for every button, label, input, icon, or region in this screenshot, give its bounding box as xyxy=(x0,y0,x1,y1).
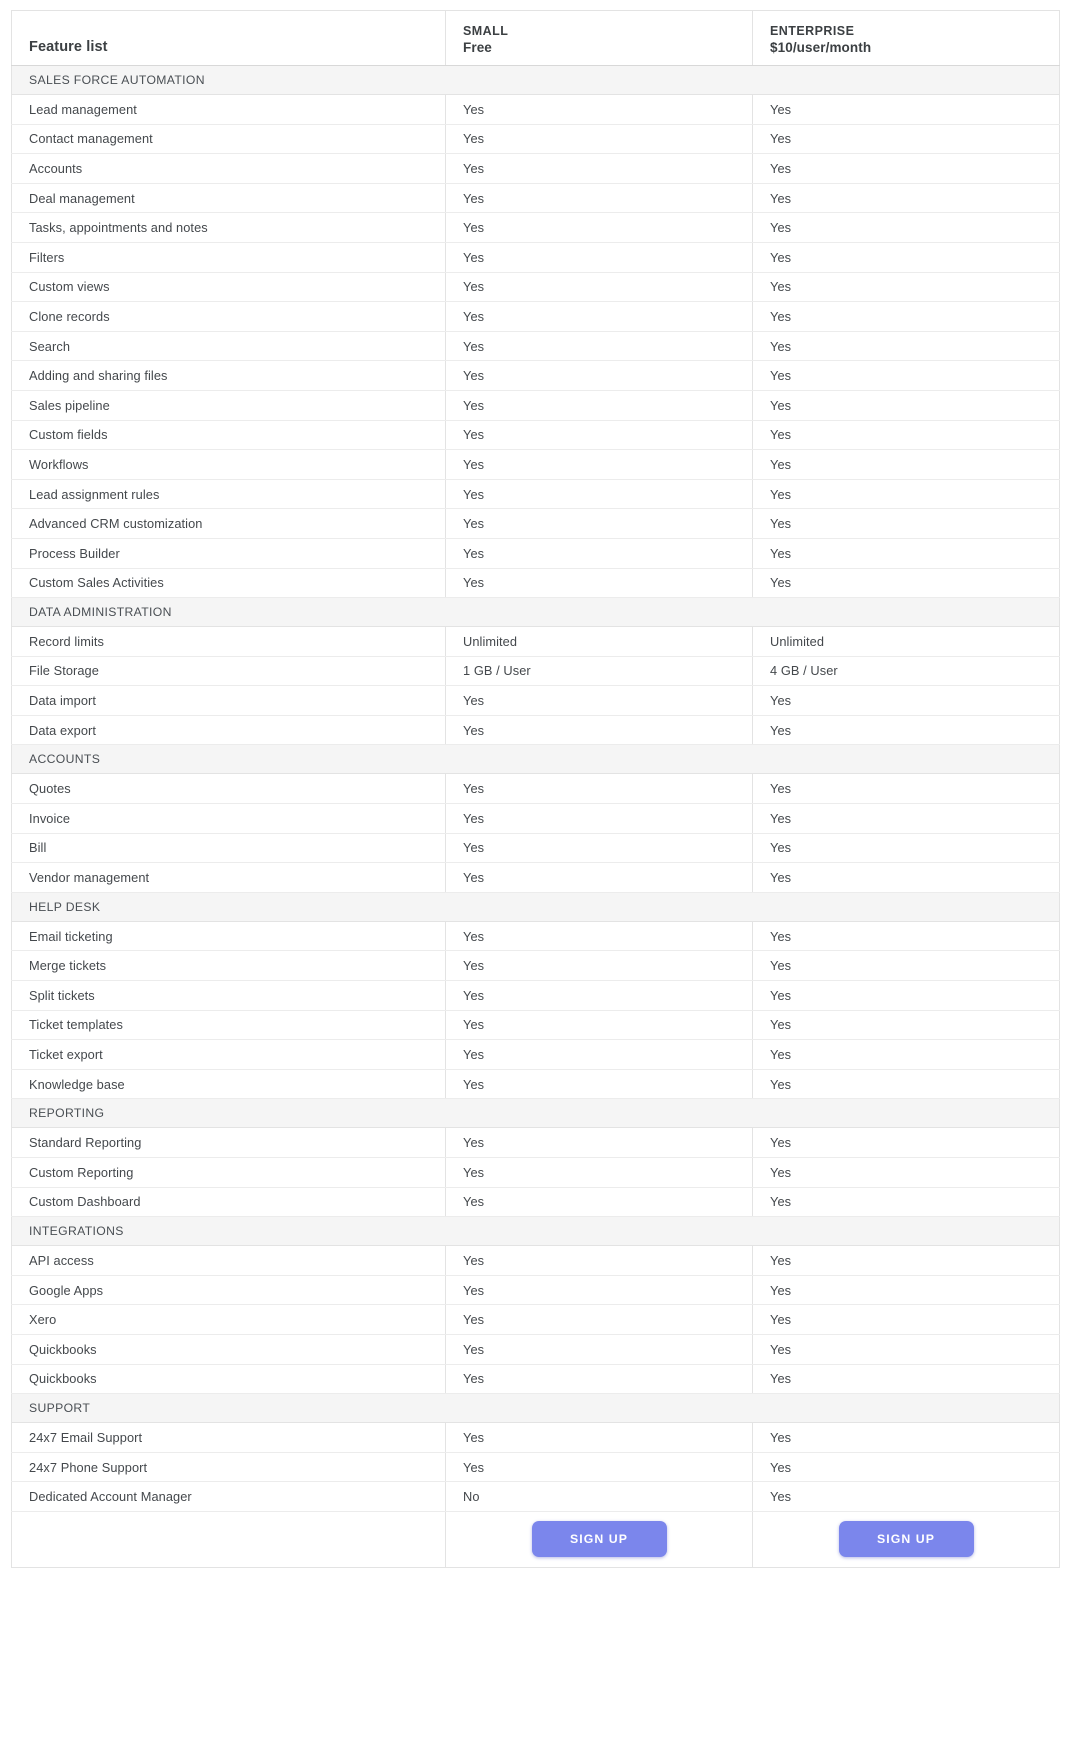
feature-name-cell: Dedicated Account Manager xyxy=(12,1482,446,1512)
feature-name-cell: Standard Reporting xyxy=(12,1128,446,1158)
table-row xyxy=(12,331,1060,361)
enterprise-plan-value-cell: Yes xyxy=(753,1482,1060,1512)
column-header-feature-list xyxy=(12,11,446,66)
table-row xyxy=(12,1452,1060,1482)
enterprise-plan-value-cell: Unlimited xyxy=(753,627,1060,657)
small-plan-value-cell: Yes xyxy=(446,921,753,951)
enterprise-plan-value-cell: Yes xyxy=(753,509,1060,539)
enterprise-plan-value-cell: Yes xyxy=(753,1069,1060,1099)
enterprise-plan-value-cell: Yes xyxy=(753,272,1060,302)
feature-list-label: Feature list xyxy=(29,39,108,55)
enterprise-plan-name: ENTERPRISE xyxy=(770,24,855,38)
column-header-enterprise-plan xyxy=(753,11,1060,66)
feature-name-cell: 24x7 Phone Support xyxy=(12,1452,446,1482)
feature-name-cell: Adding and sharing files xyxy=(12,361,446,391)
signup-cell-enterprise xyxy=(753,1511,1060,1567)
small-plan-value-cell: Yes xyxy=(446,538,753,568)
table-row xyxy=(12,1010,1060,1040)
enterprise-plan-value-cell: Yes xyxy=(753,1158,1060,1188)
enterprise-plan-value-cell: Yes xyxy=(753,420,1060,450)
feature-name-cell: Record limits xyxy=(12,627,446,657)
feature-name-cell: Workflows xyxy=(12,450,446,480)
enterprise-plan-value-cell: Yes xyxy=(753,981,1060,1011)
enterprise-plan-value-cell: Yes xyxy=(753,390,1060,420)
small-plan-value-cell: Yes xyxy=(446,686,753,716)
table-row xyxy=(12,804,1060,834)
table-row xyxy=(12,921,1060,951)
feature-name-cell: Advanced CRM customization xyxy=(12,509,446,539)
signup-button-enterprise[interactable]: SIGN UP xyxy=(839,1521,974,1557)
small-plan-value-cell: No xyxy=(446,1482,753,1512)
table-row xyxy=(12,361,1060,391)
enterprise-plan-value-cell: Yes xyxy=(753,1010,1060,1040)
feature-name-cell: Invoice xyxy=(12,804,446,834)
enterprise-plan-value-cell: Yes xyxy=(753,183,1060,213)
feature-name-cell: Contact management xyxy=(12,124,446,154)
feature-name-cell: Xero xyxy=(12,1305,446,1335)
feature-name-cell: Merge tickets xyxy=(12,951,446,981)
small-plan-value-cell: Yes xyxy=(446,331,753,361)
small-plan-value-cell: Yes xyxy=(446,390,753,420)
enterprise-plan-value-cell: 4 GB / User xyxy=(753,656,1060,686)
small-plan-value-cell: Yes xyxy=(446,272,753,302)
feature-name-cell: Deal management xyxy=(12,183,446,213)
small-plan-value-cell: Yes xyxy=(446,715,753,745)
table-row xyxy=(12,538,1060,568)
table-row xyxy=(12,1275,1060,1305)
column-header-small-plan xyxy=(446,11,753,66)
signup-cell-small xyxy=(446,1511,753,1567)
section-header-row xyxy=(12,745,1060,774)
table-row xyxy=(12,450,1060,480)
small-plan-value-cell: Yes xyxy=(446,242,753,272)
table-row xyxy=(12,1423,1060,1453)
table-row xyxy=(12,1040,1060,1070)
enterprise-plan-value-cell: Yes xyxy=(753,1040,1060,1070)
small-plan-value-cell: Yes xyxy=(446,863,753,893)
feature-name-cell: Custom views xyxy=(12,272,446,302)
small-plan-value-cell: Yes xyxy=(446,1246,753,1276)
small-plan-value-cell: Yes xyxy=(446,95,753,125)
table-row xyxy=(12,302,1060,332)
header-row xyxy=(12,11,1060,66)
enterprise-plan-value-cell: Yes xyxy=(753,1246,1060,1276)
table-row xyxy=(12,656,1060,686)
table-body xyxy=(12,66,1060,1512)
enterprise-plan-value-cell: Yes xyxy=(753,863,1060,893)
feature-name-cell: Custom fields xyxy=(12,420,446,450)
small-plan-value-cell: Yes xyxy=(446,1305,753,1335)
small-plan-value-cell: Yes xyxy=(446,154,753,184)
table-row xyxy=(12,951,1060,981)
table-header xyxy=(12,11,1060,66)
section-title: HELP DESK xyxy=(12,892,1060,921)
feature-name-cell: Tasks, appointments and notes xyxy=(12,213,446,243)
table-row xyxy=(12,833,1060,863)
enterprise-plan-value-cell: Yes xyxy=(753,833,1060,863)
enterprise-plan-value-cell: Yes xyxy=(753,1452,1060,1482)
small-plan-value-cell: Yes xyxy=(446,833,753,863)
small-plan-value-cell: Yes xyxy=(446,361,753,391)
feature-name-cell: API access xyxy=(12,1246,446,1276)
small-plan-value-cell: Yes xyxy=(446,1128,753,1158)
feature-name-cell: Quotes xyxy=(12,774,446,804)
enterprise-plan-value-cell: Yes xyxy=(753,95,1060,125)
table-row xyxy=(12,774,1060,804)
small-plan-value-cell: Yes xyxy=(446,1452,753,1482)
section-header-row xyxy=(12,1217,1060,1246)
feature-name-cell: Vendor management xyxy=(12,863,446,893)
small-plan-name: SMALL xyxy=(463,24,509,38)
small-plan-value-cell: Yes xyxy=(446,1040,753,1070)
enterprise-plan-value-cell: Yes xyxy=(753,715,1060,745)
feature-name-cell: Custom Reporting xyxy=(12,1158,446,1188)
enterprise-plan-value-cell: Yes xyxy=(753,538,1060,568)
table-row xyxy=(12,1128,1060,1158)
section-header-row xyxy=(12,1394,1060,1423)
table-row xyxy=(12,154,1060,184)
enterprise-plan-value-cell: Yes xyxy=(753,686,1060,716)
section-title: REPORTING xyxy=(12,1099,1060,1128)
table-footer xyxy=(12,1511,1060,1567)
small-plan-value-cell: Yes xyxy=(446,213,753,243)
small-plan-value-cell: Yes xyxy=(446,774,753,804)
small-plan-value-cell: Yes xyxy=(446,1334,753,1364)
feature-name-cell: Custom Sales Activities xyxy=(12,568,446,598)
table-row xyxy=(12,1305,1060,1335)
feature-name-cell: Lead assignment rules xyxy=(12,479,446,509)
table-row xyxy=(12,124,1060,154)
table-row xyxy=(12,627,1060,657)
enterprise-plan-value-cell: Yes xyxy=(753,1423,1060,1453)
feature-name-cell: Sales pipeline xyxy=(12,390,446,420)
small-plan-value-cell: Yes xyxy=(446,1187,753,1217)
table-row xyxy=(12,981,1060,1011)
enterprise-plan-value-cell: Yes xyxy=(753,1275,1060,1305)
small-plan-value-cell: Yes xyxy=(446,568,753,598)
small-plan-value-cell: Yes xyxy=(446,124,753,154)
enterprise-plan-value-cell: Yes xyxy=(753,450,1060,480)
table-row xyxy=(12,420,1060,450)
enterprise-plan-value-cell: Yes xyxy=(753,1187,1060,1217)
small-plan-value-cell: Unlimited xyxy=(446,627,753,657)
feature-name-cell: Email ticketing xyxy=(12,921,446,951)
enterprise-plan-value-cell: Yes xyxy=(753,1334,1060,1364)
enterprise-plan-value-cell: Yes xyxy=(753,331,1060,361)
table-row xyxy=(12,863,1060,893)
feature-name-cell: Filters xyxy=(12,242,446,272)
enterprise-plan-value-cell: Yes xyxy=(753,479,1060,509)
enterprise-plan-value-cell: Yes xyxy=(753,124,1060,154)
table-row xyxy=(12,1246,1060,1276)
enterprise-plan-price: $10/user/month xyxy=(770,40,872,55)
feature-name-cell: 24x7 Email Support xyxy=(12,1423,446,1453)
section-title: SALES FORCE AUTOMATION xyxy=(12,66,1060,95)
pricing-comparison-table xyxy=(11,10,1060,1568)
small-plan-value-cell: 1 GB / User xyxy=(446,656,753,686)
feature-name-cell: Data import xyxy=(12,686,446,716)
section-header-row xyxy=(12,598,1060,627)
table-row xyxy=(12,1482,1060,1512)
table-row xyxy=(12,509,1060,539)
feature-name-cell: Ticket templates xyxy=(12,1010,446,1040)
enterprise-plan-value-cell: Yes xyxy=(753,568,1060,598)
section-header-row xyxy=(12,66,1060,95)
enterprise-plan-value-cell: Yes xyxy=(753,242,1060,272)
section-header-row xyxy=(12,1099,1060,1128)
feature-name-cell: Custom Dashboard xyxy=(12,1187,446,1217)
table-row xyxy=(12,715,1060,745)
small-plan-value-cell: Yes xyxy=(446,183,753,213)
enterprise-plan-value-cell: Yes xyxy=(753,154,1060,184)
feature-name-cell: Accounts xyxy=(12,154,446,184)
feature-name-cell: Search xyxy=(12,331,446,361)
small-plan-value-cell: Yes xyxy=(446,420,753,450)
feature-name-cell: File Storage xyxy=(12,656,446,686)
table-row xyxy=(12,213,1060,243)
small-plan-value-cell: Yes xyxy=(446,1010,753,1040)
signup-row-spacer xyxy=(12,1511,446,1567)
section-title: ACCOUNTS xyxy=(12,745,1060,774)
feature-name-cell: Split tickets xyxy=(12,981,446,1011)
feature-name-cell: Clone records xyxy=(12,302,446,332)
small-plan-value-cell: Yes xyxy=(446,450,753,480)
small-plan-value-cell: Yes xyxy=(446,479,753,509)
small-plan-value-cell: Yes xyxy=(446,1275,753,1305)
table-row xyxy=(12,1334,1060,1364)
section-title: DATA ADMINISTRATION xyxy=(12,598,1060,627)
feature-name-cell: Process Builder xyxy=(12,538,446,568)
enterprise-plan-value-cell: Yes xyxy=(753,951,1060,981)
table-row xyxy=(12,1364,1060,1394)
feature-name-cell: Knowledge base xyxy=(12,1069,446,1099)
table-row xyxy=(12,242,1060,272)
small-plan-value-cell: Yes xyxy=(446,1158,753,1188)
table-row xyxy=(12,1158,1060,1188)
feature-name-cell: Data export xyxy=(12,715,446,745)
small-plan-price: Free xyxy=(463,40,492,55)
small-plan-value-cell: Yes xyxy=(446,1423,753,1453)
feature-name-cell: Ticket export xyxy=(12,1040,446,1070)
table-row xyxy=(12,1187,1060,1217)
small-plan-value-cell: Yes xyxy=(446,302,753,332)
table-row xyxy=(12,390,1060,420)
small-plan-value-cell: Yes xyxy=(446,804,753,834)
enterprise-plan-value-cell: Yes xyxy=(753,921,1060,951)
small-plan-value-cell: Yes xyxy=(446,951,753,981)
small-plan-value-cell: Yes xyxy=(446,1364,753,1394)
enterprise-plan-value-cell: Yes xyxy=(753,774,1060,804)
feature-name-cell: Bill xyxy=(12,833,446,863)
enterprise-plan-value-cell: Yes xyxy=(753,302,1060,332)
table-row xyxy=(12,479,1060,509)
enterprise-plan-value-cell: Yes xyxy=(753,361,1060,391)
feature-name-cell: Quickbooks xyxy=(12,1334,446,1364)
signup-row xyxy=(12,1511,1060,1567)
enterprise-plan-value-cell: Yes xyxy=(753,804,1060,834)
section-title: SUPPORT xyxy=(12,1394,1060,1423)
enterprise-plan-value-cell: Yes xyxy=(753,1364,1060,1394)
section-title: INTEGRATIONS xyxy=(12,1217,1060,1246)
enterprise-plan-value-cell: Yes xyxy=(753,1305,1060,1335)
small-plan-value-cell: Yes xyxy=(446,981,753,1011)
feature-name-cell: Quickbooks xyxy=(12,1364,446,1394)
small-plan-value-cell: Yes xyxy=(446,509,753,539)
table-row xyxy=(12,568,1060,598)
table-row xyxy=(12,1069,1060,1099)
table-row xyxy=(12,95,1060,125)
table-row xyxy=(12,686,1060,716)
signup-button-small[interactable]: SIGN UP xyxy=(532,1521,667,1557)
table-row xyxy=(12,183,1060,213)
table-row xyxy=(12,272,1060,302)
small-plan-value-cell: Yes xyxy=(446,1069,753,1099)
enterprise-plan-value-cell: Yes xyxy=(753,1128,1060,1158)
enterprise-plan-value-cell: Yes xyxy=(753,213,1060,243)
feature-name-cell: Lead management xyxy=(12,95,446,125)
section-header-row xyxy=(12,892,1060,921)
feature-name-cell: Google Apps xyxy=(12,1275,446,1305)
